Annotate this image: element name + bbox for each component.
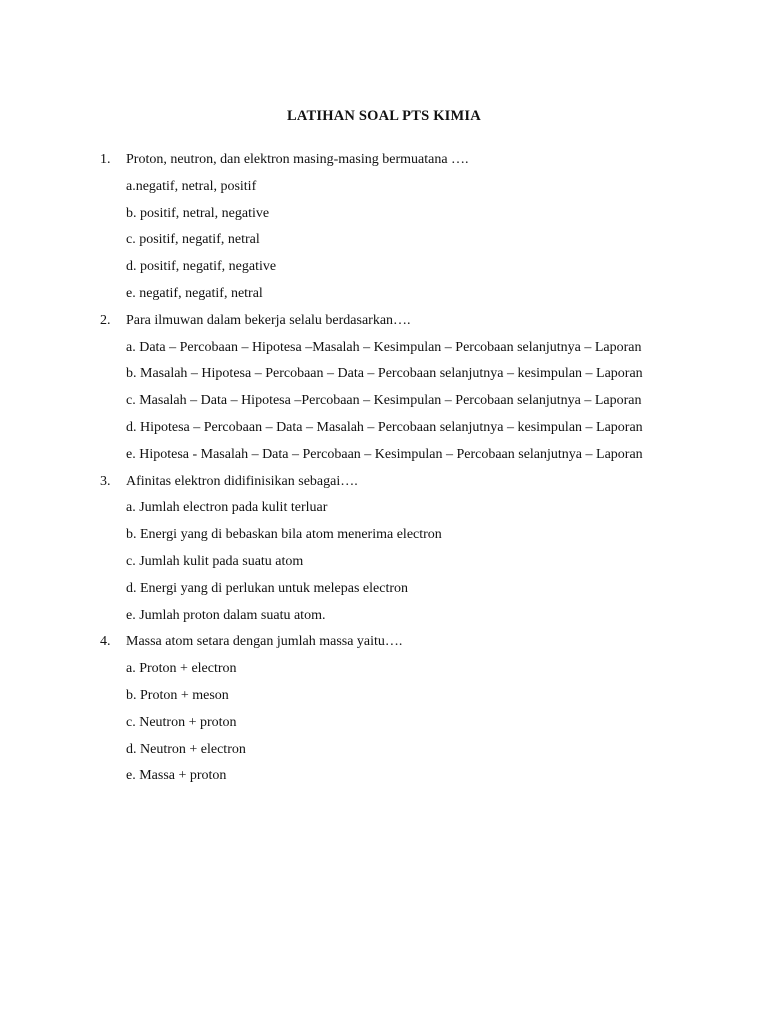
option-d: d. positif, negatif, negative: [126, 259, 277, 275]
option-c: c. Neutron + proton: [126, 714, 237, 730]
page-title: LATIHAN SOAL PTS KIMIA: [287, 108, 481, 124]
option-e: e. Hipotesa - Masalah – Data – Percobaan – Kesimpulan – Percobaan selanjutnya – Laporan: [126, 446, 643, 462]
option-d: d. Energi yang di perlukan untuk melepas electron: [126, 580, 408, 596]
option-c: c. Masalah – Data – Hipotesa –Percobaan – Kesimpulan – Percobaan selanjutnya – Laporan: [126, 393, 642, 409]
option-e: e. Massa + proton: [126, 768, 227, 784]
question-text: Para ilmuwan dalam bekerja selalu berdasarkan….: [126, 312, 411, 328]
question-text: Proton, neutron, dan elektron masing-masing bermuatana ….: [126, 152, 469, 167]
option-a: a. Proton + electron: [126, 661, 237, 677]
option-list: [0, 495, 768, 629]
question-number: 4.: [100, 634, 111, 650]
question-number: 1.: [100, 152, 111, 167]
option-a: a. Jumlah electron pada kulit terluar: [126, 500, 328, 516]
question-text: Afinitas elektron didifinisikan sebagai….: [126, 473, 358, 489]
question-2: [0, 308, 768, 469]
option-list: [0, 335, 768, 469]
option-c: c. positif, negatif, netral: [126, 232, 260, 248]
option-c: c. Jumlah kulit pada suatu atom: [126, 553, 304, 569]
option-b: b. Proton + meson: [126, 687, 229, 703]
option-list: [0, 656, 768, 790]
option-b: b. positif, netral, negative: [126, 205, 270, 221]
option-d: d. Neutron + electron: [126, 741, 246, 757]
option-d: d. Hipotesa – Percobaan – Data – Masalah – Percobaan selanjutnya – kesimpulan – Laporan: [126, 419, 643, 435]
option-a: a.negatif, netral, positif: [126, 178, 257, 194]
option-e: e. negatif, negatif, netral: [126, 285, 263, 301]
question-4: [0, 629, 768, 790]
option-b: b. Masalah – Hipotesa – Percobaan – Data – Percobaan selanjutnya – kesimpulan – Laporan: [126, 366, 643, 382]
option-b: b. Energi yang di bebaskan bila atom menerima electron: [126, 527, 442, 543]
question-1: [0, 147, 768, 308]
question-number: 2.: [100, 312, 111, 328]
option-list: [0, 174, 768, 308]
question-text: Massa atom setara dengan jumlah massa yaitu….: [126, 634, 403, 650]
question-list: [0, 147, 768, 790]
option-a: a. Data – Percobaan – Hipotesa –Masalah – Kesimpulan – Percobaan selanjutnya – Laporan: [126, 339, 642, 355]
question-3: [0, 469, 768, 630]
question-number: 3.: [100, 473, 111, 489]
option-e: e. Jumlah proton dalam suatu atom.: [126, 607, 326, 623]
